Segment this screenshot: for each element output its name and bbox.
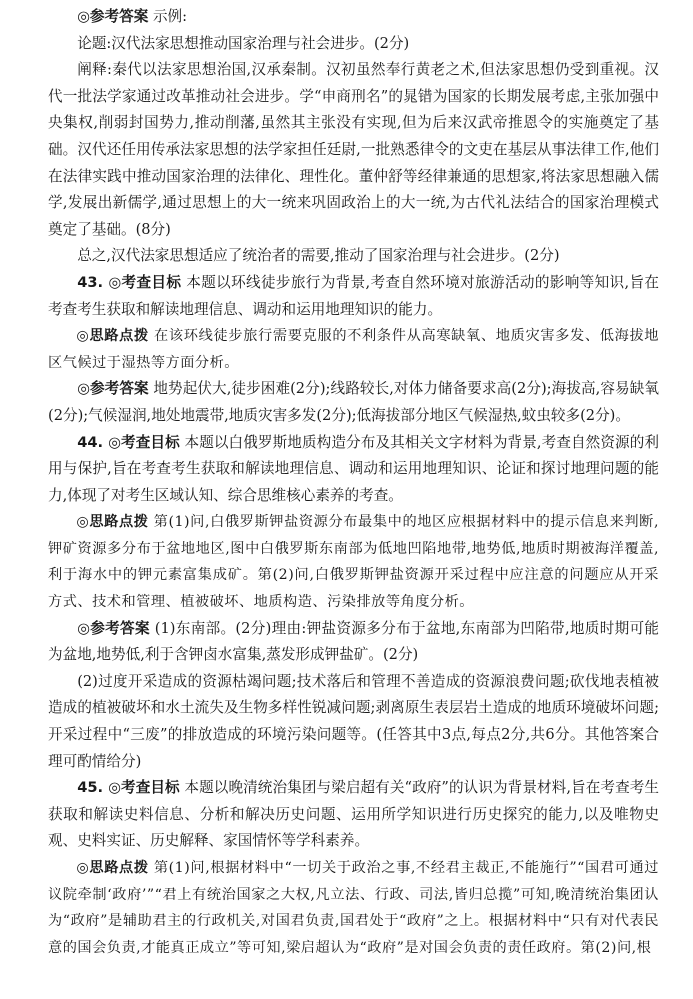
q44-goal xyxy=(48,430,659,510)
q45-hint-label: ◎思路点拨 xyxy=(76,860,149,876)
q44-hint xyxy=(48,509,659,615)
example-label: 示例: xyxy=(152,8,188,25)
q43-answer-label: ◎参考答案 xyxy=(77,380,149,398)
q44-goal-text: 本题以白俄罗斯地质构造分布及其相关文字材料为背景,考查自然资源的利用与保护,旨在考查考生获取和解读地理信息、调动和运用地理知识、论证和探讨地理问题的能力,体现了对考生区域认知、综合思维核心素养的考查。 xyxy=(48,433,660,504)
example-heading xyxy=(48,4,659,31)
q43-number: 43. xyxy=(77,273,109,291)
q43-answer-text: 地势起伏大,徒步困难(2分);线路较长,对体力储备要求高(2分);海拔高,容易缺氧(2分);气候湿润,地处地震带,地质灾害多发(2分);低海拔部分地区气候湿热,蚊虫较多(2分)。 xyxy=(48,380,659,424)
summary-line: 总之,汉代法家思想适应了统治者的需要,推动了国家治理与社会进步。(2分) xyxy=(77,247,560,265)
q43-hint xyxy=(48,323,659,376)
q45-hint xyxy=(48,855,659,961)
q45-goal xyxy=(48,775,659,855)
q44-number: 44. xyxy=(77,433,109,451)
q45-hint-text: 第(1)问,根据材料中“一切关于政治之事,不经君主裁正,不能施行”“国君可通过议院牵制‘政府’”“君上有统治国家之大权,凡立法、行政、司法,皆归总揽”可知,晚清统治集团认为“政府”是辅助君主的行政机关,对国君负责,国君处于“政府”之上。根据材料中“只有对代表民意的国会负责,才能真正成立”等可知,梁启超认为“政府”是对国会负责的责任政府。第(2)问,根 xyxy=(48,860,659,956)
q44-answer xyxy=(48,616,659,669)
q44-hint-text: 第(1)问,白俄罗斯钾盐资源分布最集中的地区应根据材料中的提示信息来判断,钾矿资源多分布于盆地地区,图中白俄罗斯东南部为低地凹陷地带,地势低,地质时期被海洋覆盖,利于海水中的钾元素富集成矿。第(2)问,白俄罗斯钾盐资源开采过程中应注意的问题应从开采方式、技术和管理、植被破坏、地质构造、污染排放等角度分析。 xyxy=(48,514,659,611)
q45-goal-text: 本题以晚清统治集团与梁启超有关“政府”的认识为背景材料,旨在考查考生获取和解读史料信息、分析和解决历史问题、运用所学知识进行历史探究的能力,以及唯物史观、史料实证、历史解释、家国情怀等学科素养。 xyxy=(48,779,660,850)
q44-answer-text: (1)东南部。(2分)理由:钾盐资源多分布于盆地,东南部为凹陷带,地质时期可能为盆地,地势低,利于含钾卤水富集,蒸发形成钾盐矿。(2分) xyxy=(48,619,660,664)
q43-answer xyxy=(48,376,659,429)
elaboration-paragraph: 阐释:秦代以法家思想治国,汉承秦制。汉初虽然奉行黄老之术,但法家思想仍受到重视。汉代一批法学家通过改革推动社会进步。学“申商刑名”的晁错为国家的长期发展考虑,主张加强中央集权,削弱封国势力,推动削藩,虽然其主张没有实现,但为后来汉武帝推恩令的实施奠定了基础。汉代还任用传承法家思想的法学家担任廷尉,一批熟悉律令的文吏在基层从事法律工作,他们在法律实践中推动国家治理的法律化、理性化。董仲舒等经律兼通的思想家,将法家思想融入儒学,发展出新儒学,通过思想上的大一统来巩固政治上的大一统,为古代礼法结合的国家治理模式奠定了基础。(8分) xyxy=(48,61,659,238)
q44-answer-label: ◎参考答案 xyxy=(77,619,150,637)
q43-goal-label: ◎考查目标 xyxy=(108,273,182,291)
q44-goal-label: ◎考查目标 xyxy=(108,433,180,451)
thesis-line: 论题:汉代法家思想推动国家治理与社会进步。(2分) xyxy=(77,34,410,52)
q44-hint-label: ◎思路点拨 xyxy=(76,514,149,531)
ref-answer-label: ◎参考答案 xyxy=(77,8,149,25)
q45-goal-label: ◎考查目标 xyxy=(108,779,180,797)
q43-goal xyxy=(48,270,659,323)
q43-hint-text: 在该环线徒步旅行需要克服的不利条件从高寒缺氧、地质灾害多发、低海拔地区气候过于湿热等方面分析。 xyxy=(48,328,659,371)
q43-hint-label: ◎思路点拨 xyxy=(76,328,149,345)
q45-number: 45. xyxy=(77,779,109,797)
q43-goal-text: 本题以环线徒步旅行为背景,考查自然环境对旅游活动的影响等知识,旨在考查考生获取和解读地理信息、调动和运用地理知识的能力。 xyxy=(48,273,660,318)
q44-answer-part2: (2)过度开采造成的资源枯竭问题;技术落后和管理不善造成的资源浪费问题;砍伐地表植被造成的植被破坏和水土流失及生物多样性锐减问题;剥离原生表层岩土造成的地质环境破坏问题;开采过程中“三废”的排放造成的环境污染问题等。(任答其中3点,每点2分,共6分。其他答案合理可酌情给分) xyxy=(48,672,659,770)
